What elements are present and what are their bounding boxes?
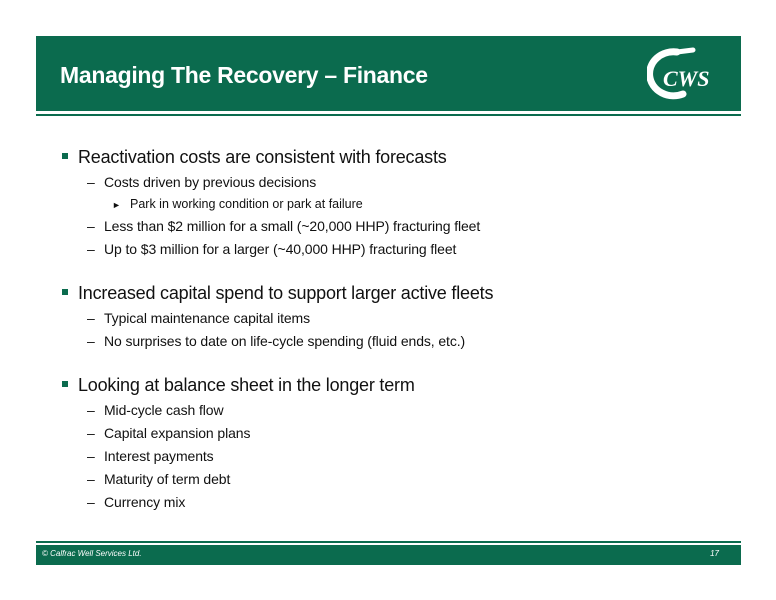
footer-divider — [36, 541, 741, 543]
dash-bullet-icon: – — [87, 471, 95, 487]
sub-sub-bullet: ► Park in working condition or park at failure — [112, 197, 363, 211]
dash-bullet-icon: – — [87, 241, 95, 257]
slide-header — [36, 36, 741, 111]
slide-footer — [36, 545, 741, 565]
sub-bullet: – Up to $3 million for a larger (~40,000 HHP) fracturing fleet — [87, 241, 457, 257]
logo-lettering: CWS — [663, 66, 710, 91]
sub-bullet: – Interest payments — [87, 448, 214, 464]
sub-bullet: – Less than $2 million for a small (~20,000 HHP) fracturing fleet — [87, 218, 481, 234]
slide-title: Managing The Recovery – Finance — [60, 62, 428, 88]
copyright-text: © Calfrac Well Services Ltd. — [42, 549, 142, 558]
sub-bullet: – Capital expansion plans — [87, 425, 251, 441]
square-bullet-icon — [62, 153, 68, 159]
sub-bullet: – Costs driven by previous decisions — [87, 174, 317, 190]
sub-bullet: – No surprises to date on life-cycle spending (fluid ends, etc.) — [87, 333, 466, 349]
square-bullet-icon — [62, 289, 68, 295]
dash-bullet-icon: – — [87, 333, 95, 349]
dash-bullet-icon: – — [87, 218, 95, 234]
sub-bullet: – Typical maintenance capital items — [87, 310, 311, 326]
bullet-1: Reactivation costs are consistent with forecasts — [62, 146, 722, 168]
dash-bullet-icon: – — [87, 494, 95, 510]
dash-bullet-icon: – — [87, 448, 95, 464]
dash-bullet-icon: – — [87, 174, 95, 190]
slide-body — [62, 146, 722, 511]
bullet-2: Increased capital spend to support larger active fleets — [62, 282, 722, 304]
dash-bullet-icon: – — [87, 425, 95, 441]
sub-bullet: – Currency mix — [87, 494, 186, 510]
sub-bullet: – Maturity of term debt — [87, 471, 231, 487]
square-bullet-icon — [62, 381, 68, 387]
triangle-bullet-icon: ► — [112, 200, 121, 210]
page-number: 17 — [710, 549, 719, 558]
bullet-3: Looking at balance sheet in the longer term — [62, 374, 722, 396]
sub-bullet: – Mid-cycle cash flow — [87, 402, 224, 418]
cws-logo — [647, 46, 721, 100]
dash-bullet-icon: – — [87, 310, 95, 326]
header-divider — [36, 114, 741, 116]
dash-bullet-icon: – — [87, 402, 95, 418]
